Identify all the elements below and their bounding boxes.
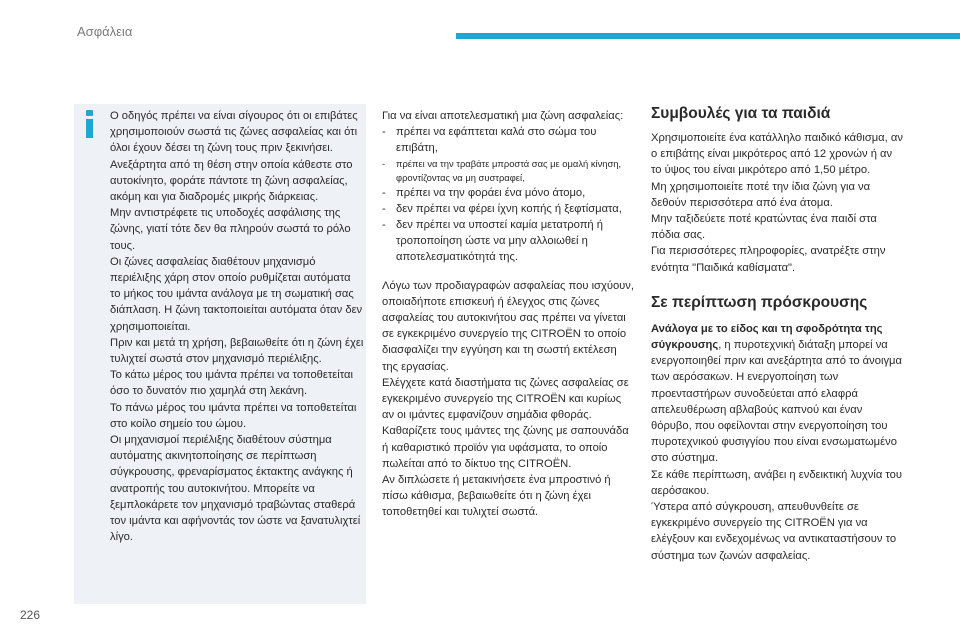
list-item: - δεν πρέπει να υποστεί καμία μετατροπή ή τροποποίηση ώστε να μην αλλοιωθεί η αποτελεσματικότητά της. bbox=[382, 217, 634, 266]
paragraph: Μη χρησιμοποιείτε ποτέ την ίδια ζώνη για να δεθούν περισσότερα από ένα άτομα. bbox=[651, 180, 871, 209]
heading-in-case-of-impact: Σε περίπτωση πρόσκρουσης bbox=[651, 293, 868, 311]
list-item: - πρέπει να εφάπτεται καλά στο σώμα του επιβάτη, bbox=[382, 124, 634, 156]
paragraph: Για περισσότερες πληροφορίες, ανατρέξτε στην ενότητα "Παιδικά καθίσματα". bbox=[651, 245, 886, 274]
requirements-list bbox=[382, 124, 634, 265]
heading-children-advice: Συμβουλές για τα παιδιά bbox=[651, 105, 831, 122]
note-paragraph: Το πάνω μέρος του ιμάντα πρέπει να τοποθετείται στο κοίλο σημείο του ώμου. bbox=[110, 401, 357, 430]
note-paragraph: Μην αντιστρέφετε τις υποδοχές ασφάλισης της ζώνης, γιατί τότε δεν θα πληρούν σωστά το ρόλο τους. bbox=[110, 207, 351, 252]
paragraph: Αν διπλώσετε ή μετακινήσετε ένα μπροστινό ή πίσω κάθισμα, βεβαιωθείτε ότι η ζώνη έχει τοποθετηθεί και τυλιχτεί σωστά. bbox=[382, 474, 611, 519]
note-paragraph: Ανεξάρτητα από τη θέση στην οποία κάθεστε στο αυτοκίνητο, φοράτε πάντοτε τη ζώνη ασφαλείας, ακόμη και για διαδρομές μικρής διάρκειας. bbox=[110, 158, 353, 204]
note-paragraph: Το κάτω μέρος του ιμάντα πρέπει να τοποθετείται όσο το δυνατόν πιο χαμηλά στη λεκάνη. bbox=[110, 369, 353, 398]
note-paragraph: Οι ζώνες ασφαλείας διαθέτουν μηχανισμό περιέλιξης χάρη στον οποίο ρυθμίζεται αυτόματα το μήκος του ιμάντα ανάλογα με τη σωματική σας διάπλαση. Η ζώνη τακτοποιείται αυτόματα όταν δεν χρησιμοποιείται. bbox=[110, 255, 363, 333]
list-item: - δεν πρέπει να φέρει ίχνη κοπής ή ξεφτίσματα, bbox=[382, 201, 634, 217]
advice-column bbox=[651, 104, 905, 564]
list-intro: Για να είναι αποτελεσματική μια ζώνη ασφαλείας: bbox=[382, 110, 624, 122]
note-paragraph: Ο οδηγός πρέπει να είναι σίγουρος ότι οι επιβάτες χρησιμοποιούν σωστά τις ζώνες ασφαλείας και ότι όλοι έχουν δέσει τη ζώνη τους πριν ξεκινήσει. bbox=[110, 110, 358, 155]
bold-lead: Ανάλογα με το είδος και τη σφοδρότητα της σύγκρουσης bbox=[651, 322, 883, 352]
note-paragraph: Πριν και μετά τη χρήση, βεβαιωθείτε ότι η ζώνη έχει τυλιχτεί σωστά στον μηχανισμό περιέλιξης. bbox=[110, 336, 364, 366]
list-item: - πρέπει να την τραβάτε μπροστά σας με ομαλή κίνηση, φροντίζοντας να μη συστραφεί, bbox=[382, 157, 634, 185]
list-item: - πρέπει να την φοράει ένα μόνο άτομο, bbox=[382, 185, 634, 201]
effectiveness-text bbox=[382, 108, 634, 521]
paragraph: Λόγω των προδιαγραφών ασφαλείας που ισχύουν, οποιαδήποτε επισκευή ή έλεγχος στις ζώνες ασφαλείας του αυτοκινήτου σας πρέπει να γίνεται σε εγκεκριμένο συνεργείο της CITROËN το οποίο διασφαλίζει την εγγύηση και τη σωστή εκτέλεση της εργασίας. bbox=[382, 279, 634, 373]
paragraph: Μην ταξιδεύετε ποτέ κρατώντας ένα παιδί στα πόδια σας. bbox=[651, 213, 877, 242]
section-title: Ασφάλεια bbox=[77, 24, 133, 39]
paragraph: Χρησιμοποιείτε ένα κατάλληλο παιδικό κάθισμα, αν ο επιβάτης είναι μικρότερος από 12 χρονών ή αν το ύψος του είναι μικρότερο από 1,50 μέτρο. bbox=[651, 132, 903, 177]
note-text bbox=[110, 108, 364, 545]
paragraph: Ύστερα από σύγκρουση, απευθυνθείτε σε εγκεκριμένο συνεργείο της CITROËN για να ελέγξουν και ενδεχομένως να αντικαταστήσουν το σύστημα των ζωνών ασφαλείας. bbox=[651, 501, 897, 562]
info-icon bbox=[84, 110, 96, 140]
paragraph: Καθαρίζετε τους ιμάντες της ζώνης με σαπουνάδα ή καθαριστικό προϊόν για υφάσματα, το οποίο πωλείται από το δίκτυο της CITROËN. bbox=[382, 425, 629, 470]
page-number: 226 bbox=[20, 608, 41, 622]
header-accent-bar bbox=[456, 33, 960, 39]
paragraph: Σε κάθε περίπτωση, ανάβει η ενδεικτική λυχνία του αερόσακου. bbox=[651, 468, 903, 497]
paragraph: Ελέγχετε κατά διαστήματα τις ζώνες ασφαλείας σε εγκεκριμένο συνεργείο της CITROËN και κυρίως αν οι ιμάντες εμφανίζουν σημάδια φθοράς. bbox=[382, 376, 629, 422]
note-paragraph: Οι μηχανισμοί περιέλιξης διαθέτουν σύστημα αυτόματης ακινητοποίησης σε περίπτωση σύγκρουσης, φρεναρίσματος έκτακτης ανάγκης ή ανατροπής του αυτοκινήτου. Μπορείτε να ξεμπλοκάρετε τον μηχανισμό τραβώντας σταθερά τον ιμάντα και αφήνοντάς τον ώστε να ξανατυλιχτεί λίγο. bbox=[110, 434, 361, 544]
lead-text: , η πυροτεχνική διάταξη μπορεί να ενεργοποιηθεί πριν και ανεξάρτητα από το άνοιγμα των αερόσακων. Η ενεργοποίηση των προενταστήρων συνοδεύεται από ελαφρά απελευθέρωση αβλαβούς καπνού και έναν θόρυβο, που οφείλονται στην ενεργοποίηση του πυροτεχνικού φυσιγγίου που είναι ενσωματωμένο στο σύστημα. bbox=[651, 339, 902, 465]
paragraph bbox=[651, 321, 905, 467]
